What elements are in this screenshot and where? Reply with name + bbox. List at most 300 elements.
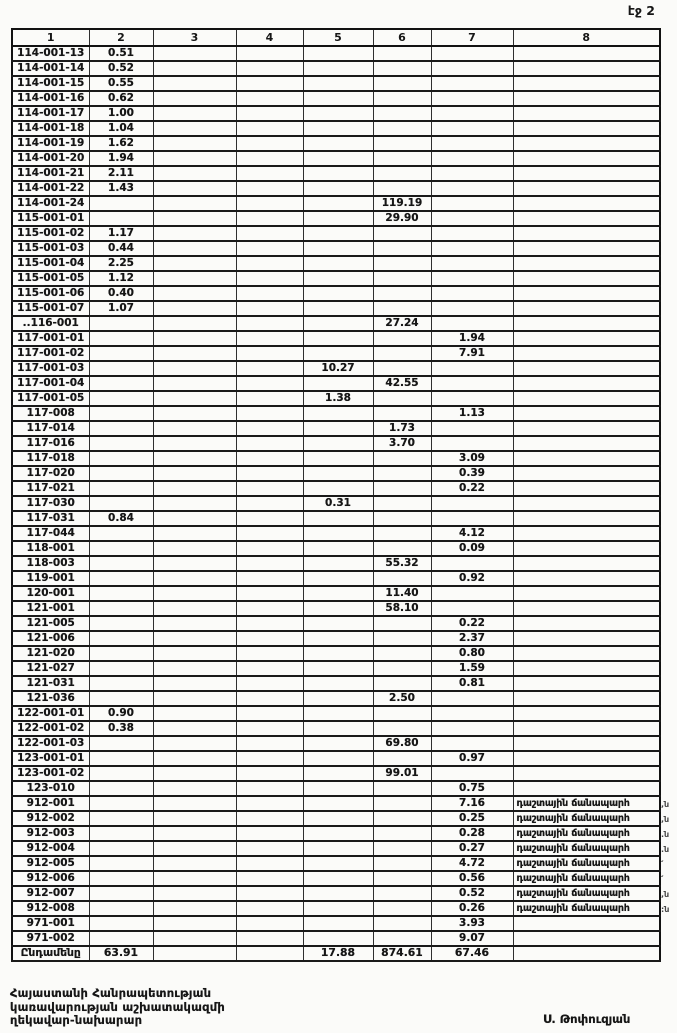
table-row [12, 781, 660, 796]
table-cell [236, 511, 303, 526]
table-cell [431, 226, 513, 241]
table-cell: դաշտային ճանապարհ [513, 826, 660, 841]
table-cell [153, 511, 236, 526]
table-cell [303, 226, 373, 241]
table-cell [513, 706, 660, 721]
row-code-cell: 912-004 [12, 841, 89, 856]
table-cell [236, 436, 303, 451]
table-cell [373, 796, 431, 811]
table-cell [303, 721, 373, 736]
column-header: 6 [373, 29, 431, 46]
table-cell [303, 166, 373, 181]
table-cell [373, 616, 431, 631]
table-cell [513, 166, 660, 181]
table-cell [89, 796, 153, 811]
table-cell [373, 331, 431, 346]
row-code-cell: 117-016 [12, 436, 89, 451]
table-row [12, 361, 660, 376]
edge-fragment: ,ն [661, 800, 670, 809]
table-cell [373, 226, 431, 241]
edge-fragment: .ն [661, 830, 670, 839]
table-cell [513, 946, 660, 961]
table-cell [303, 586, 373, 601]
table-cell [236, 271, 303, 286]
row-code-cell: 123-001-02 [12, 766, 89, 781]
table-cell: 1.00 [89, 106, 153, 121]
table-cell [89, 481, 153, 496]
table-cell [236, 331, 303, 346]
table-cell [89, 886, 153, 901]
row-code-cell: 114-001-14 [12, 61, 89, 76]
table-cell [373, 751, 431, 766]
table-cell [153, 211, 236, 226]
table-cell [303, 436, 373, 451]
table-cell [303, 76, 373, 91]
table-cell [373, 571, 431, 586]
table-cell: 0.22 [431, 616, 513, 631]
table-cell [303, 256, 373, 271]
table-cell [89, 856, 153, 871]
table-cell [236, 556, 303, 571]
table-cell [89, 646, 153, 661]
table-cell: 0.39 [431, 466, 513, 481]
table-cell [236, 46, 303, 61]
table-row [12, 391, 660, 406]
table-cell [373, 841, 431, 856]
footer-organization [10, 987, 225, 1028]
table-cell [431, 316, 513, 331]
table-cell [236, 286, 303, 301]
table-cell: 0.22 [431, 481, 513, 496]
table-row [12, 511, 660, 526]
table-cell [303, 91, 373, 106]
table-cell [236, 346, 303, 361]
row-code-cell: 120-001 [12, 586, 89, 601]
table-row [12, 676, 660, 691]
row-code-cell: 115-001-05 [12, 271, 89, 286]
table-cell [236, 391, 303, 406]
table-cell [431, 151, 513, 166]
table-cell [153, 871, 236, 886]
row-code-cell: 114-001-16 [12, 91, 89, 106]
table-cell [89, 526, 153, 541]
table-cell [513, 181, 660, 196]
table-row [12, 136, 660, 151]
table-cell [431, 556, 513, 571]
column-header: 3 [153, 29, 236, 46]
ledger-table [11, 28, 661, 962]
table-cell [153, 181, 236, 196]
table-cell [303, 646, 373, 661]
table-cell [153, 631, 236, 646]
table-cell [89, 346, 153, 361]
table-cell [513, 496, 660, 511]
table-row [12, 766, 660, 781]
table-cell: 0.81 [431, 676, 513, 691]
table-cell [236, 301, 303, 316]
table-row [12, 301, 660, 316]
row-code-cell: 115-001-07 [12, 301, 89, 316]
table-cell [303, 211, 373, 226]
total-row [12, 946, 660, 961]
table-cell [236, 541, 303, 556]
table-cell [303, 691, 373, 706]
row-code-cell: 971-001 [12, 916, 89, 931]
table-cell [303, 631, 373, 646]
table-cell: 0.52 [89, 61, 153, 76]
table-cell [373, 301, 431, 316]
table-cell [153, 691, 236, 706]
table-cell [236, 826, 303, 841]
table-cell [373, 676, 431, 691]
table-cell: 1.17 [89, 226, 153, 241]
table-cell [303, 196, 373, 211]
row-code-cell: 121-031 [12, 676, 89, 691]
table-cell [513, 646, 660, 661]
table-cell [373, 871, 431, 886]
table-cell: 1.43 [89, 181, 153, 196]
row-code-cell: 114-001-19 [12, 136, 89, 151]
table-cell [153, 301, 236, 316]
table-cell [303, 616, 373, 631]
row-code-cell: 117-031 [12, 511, 89, 526]
table-cell [236, 661, 303, 676]
table-cell [513, 151, 660, 166]
table-header-row [12, 29, 660, 46]
table-cell: դաշտային ճանապարհ [513, 901, 660, 916]
table-cell [236, 421, 303, 436]
table-row [12, 886, 660, 901]
table-row [12, 271, 660, 286]
table-cell [303, 571, 373, 586]
table-cell [513, 211, 660, 226]
table-cell: 29.90 [373, 211, 431, 226]
table-cell [236, 406, 303, 421]
table-row [12, 631, 660, 646]
table-cell [431, 691, 513, 706]
table-cell: 7.16 [431, 796, 513, 811]
row-code-cell: 121-020 [12, 646, 89, 661]
table-cell [303, 931, 373, 946]
table-cell: 2.37 [431, 631, 513, 646]
table-cell: 0.38 [89, 721, 153, 736]
table-cell [153, 796, 236, 811]
table-cell [236, 721, 303, 736]
table-cell [373, 826, 431, 841]
row-code-cell: 122-001-02 [12, 721, 89, 736]
table-cell [513, 766, 660, 781]
table-cell [373, 856, 431, 871]
table-cell [373, 406, 431, 421]
table-cell [431, 361, 513, 376]
row-code-cell: 119-001 [12, 571, 89, 586]
table-row [12, 256, 660, 271]
table-cell [373, 631, 431, 646]
table-cell [153, 151, 236, 166]
table-cell [153, 841, 236, 856]
table-row [12, 616, 660, 631]
table-cell [373, 241, 431, 256]
table-cell: 63.91 [89, 946, 153, 961]
table-cell [89, 916, 153, 931]
table-cell [153, 271, 236, 286]
table-cell [236, 241, 303, 256]
column-header: 4 [236, 29, 303, 46]
table-cell: 0.52 [431, 886, 513, 901]
table-cell [153, 556, 236, 571]
column-header: 7 [431, 29, 513, 46]
table-cell [303, 661, 373, 676]
table-cell: 0.40 [89, 286, 153, 301]
table-cell: 69.80 [373, 736, 431, 751]
table-cell [236, 601, 303, 616]
table-cell [153, 946, 236, 961]
table-row [12, 691, 660, 706]
row-code-cell: 114-001-21 [12, 166, 89, 181]
total-label-cell: Ընդամենը [12, 946, 89, 961]
table-row [12, 151, 660, 166]
table-cell [236, 256, 303, 271]
table-cell [513, 91, 660, 106]
table-cell [153, 316, 236, 331]
table-cell [373, 61, 431, 76]
row-code-cell: 117-001-01 [12, 331, 89, 346]
table-cell [303, 121, 373, 136]
table-cell [236, 451, 303, 466]
table-row [12, 646, 660, 661]
table-cell [431, 286, 513, 301]
table-cell: 67.46 [431, 946, 513, 961]
table-cell [153, 481, 236, 496]
row-code-cell: 912-002 [12, 811, 89, 826]
table-cell [236, 706, 303, 721]
table-row [12, 736, 660, 751]
table-cell [153, 406, 236, 421]
table-cell: 42.55 [373, 376, 431, 391]
table-cell [513, 616, 660, 631]
table-row [12, 211, 660, 226]
table-row [12, 751, 660, 766]
table-cell [153, 721, 236, 736]
table-cell: 9.07 [431, 931, 513, 946]
table-cell [513, 76, 660, 91]
table-cell [513, 721, 660, 736]
table-row [12, 316, 660, 331]
table-cell: 0.84 [89, 511, 153, 526]
table-row [12, 556, 660, 571]
column-header: 1 [12, 29, 89, 46]
table-cell [236, 151, 303, 166]
table-cell [373, 136, 431, 151]
table-cell [373, 346, 431, 361]
table-cell [513, 601, 660, 616]
table-cell [373, 496, 431, 511]
table-cell [153, 376, 236, 391]
table-cell [431, 496, 513, 511]
table-cell [431, 271, 513, 286]
row-code-cell: 114-001-22 [12, 181, 89, 196]
table-cell [373, 76, 431, 91]
table-cell [373, 271, 431, 286]
table-cell [153, 751, 236, 766]
table-cell [303, 676, 373, 691]
table-cell [236, 61, 303, 76]
table-cell [513, 61, 660, 76]
row-code-cell: 117-014 [12, 421, 89, 436]
table-cell [431, 61, 513, 76]
table-cell [303, 856, 373, 871]
table-cell [513, 256, 660, 271]
row-code-cell: 912-005 [12, 856, 89, 871]
row-code-cell: 122-001-03 [12, 736, 89, 751]
edge-fragment: ՛ [661, 860, 664, 869]
table-cell [89, 631, 153, 646]
table-row [12, 91, 660, 106]
row-code-cell: 117-001-04 [12, 376, 89, 391]
table-row [12, 601, 660, 616]
table-cell [431, 766, 513, 781]
row-code-cell: 123-010 [12, 781, 89, 796]
table-cell [513, 241, 660, 256]
column-header: 2 [89, 29, 153, 46]
table-cell [303, 466, 373, 481]
table-cell: 2.11 [89, 166, 153, 181]
table-cell [153, 661, 236, 676]
table-row [12, 901, 660, 916]
table-cell [236, 916, 303, 931]
table-row [12, 466, 660, 481]
row-code-cell: 114-001-24 [12, 196, 89, 211]
table-row [12, 226, 660, 241]
table-cell [431, 46, 513, 61]
table-cell [513, 781, 660, 796]
table-cell [513, 376, 660, 391]
table-cell [153, 121, 236, 136]
table-cell [236, 796, 303, 811]
table-cell [513, 271, 660, 286]
table-cell [431, 241, 513, 256]
row-code-cell: 115-001-01 [12, 211, 89, 226]
table-cell [89, 811, 153, 826]
table-cell [303, 541, 373, 556]
footer-org-line2: կառավարության աշխատակազմի [10, 999, 225, 1014]
table-cell [431, 736, 513, 751]
table-cell: 3.70 [373, 436, 431, 451]
table-cell: 1.62 [89, 136, 153, 151]
table-row [12, 451, 660, 466]
table-cell [303, 136, 373, 151]
table-cell [513, 226, 660, 241]
table-cell [373, 886, 431, 901]
table-cell [431, 196, 513, 211]
table-cell: 1.73 [373, 421, 431, 436]
table-cell [513, 916, 660, 931]
row-code-cell: ..116-001 [12, 316, 89, 331]
table-cell [236, 931, 303, 946]
table-cell: 1.07 [89, 301, 153, 316]
table-cell [236, 76, 303, 91]
table-row [12, 826, 660, 841]
table-cell [513, 661, 660, 676]
table-cell [153, 616, 236, 631]
row-code-cell: 912-006 [12, 871, 89, 886]
table-cell [89, 931, 153, 946]
table-cell [513, 346, 660, 361]
table-cell [153, 346, 236, 361]
table-cell [153, 676, 236, 691]
table-cell: 17.88 [303, 946, 373, 961]
table-cell [303, 511, 373, 526]
table-cell [153, 901, 236, 916]
table-cell [373, 391, 431, 406]
table-row [12, 871, 660, 886]
table-cell [373, 781, 431, 796]
table-cell: 1.04 [89, 121, 153, 136]
table-cell [89, 391, 153, 406]
table-cell [153, 196, 236, 211]
table-cell [513, 631, 660, 646]
row-code-cell: 117-001-02 [12, 346, 89, 361]
table-cell [236, 586, 303, 601]
table-cell [513, 301, 660, 316]
table-cell: 55.32 [373, 556, 431, 571]
table-cell: 0.31 [303, 496, 373, 511]
row-code-cell: 117-008 [12, 406, 89, 421]
table-cell [89, 781, 153, 796]
table-cell [89, 316, 153, 331]
table-cell [153, 76, 236, 91]
table-cell [236, 526, 303, 541]
table-cell: 0.80 [431, 646, 513, 661]
table-cell [89, 361, 153, 376]
edge-fragment: ,ն [661, 890, 670, 899]
table-cell [513, 136, 660, 151]
table-cell [373, 901, 431, 916]
table-row [12, 331, 660, 346]
table-cell: 1.94 [431, 331, 513, 346]
row-code-cell: 971-002 [12, 931, 89, 946]
table-cell [513, 196, 660, 211]
table-cell: 1.13 [431, 406, 513, 421]
table-cell: 0.97 [431, 751, 513, 766]
table-cell [303, 766, 373, 781]
table-cell [236, 946, 303, 961]
table-cell [303, 346, 373, 361]
table-cell [89, 376, 153, 391]
table-cell [236, 871, 303, 886]
column-header: 8 [513, 29, 660, 46]
table-cell [513, 931, 660, 946]
table-cell [236, 466, 303, 481]
table-cell [431, 301, 513, 316]
table-cell [153, 256, 236, 271]
row-code-cell: 115-001-03 [12, 241, 89, 256]
table-cell [373, 151, 431, 166]
column-header: 5 [303, 29, 373, 46]
table-cell [153, 526, 236, 541]
table-cell [153, 451, 236, 466]
table-cell: 0.55 [89, 76, 153, 91]
table-cell: 874.61 [373, 946, 431, 961]
row-code-cell: 115-001-06 [12, 286, 89, 301]
table-cell [513, 541, 660, 556]
row-code-cell: 114-001-13 [12, 46, 89, 61]
table-cell [303, 886, 373, 901]
table-cell [373, 931, 431, 946]
table-cell [373, 541, 431, 556]
table-cell [153, 781, 236, 796]
table-cell [89, 616, 153, 631]
